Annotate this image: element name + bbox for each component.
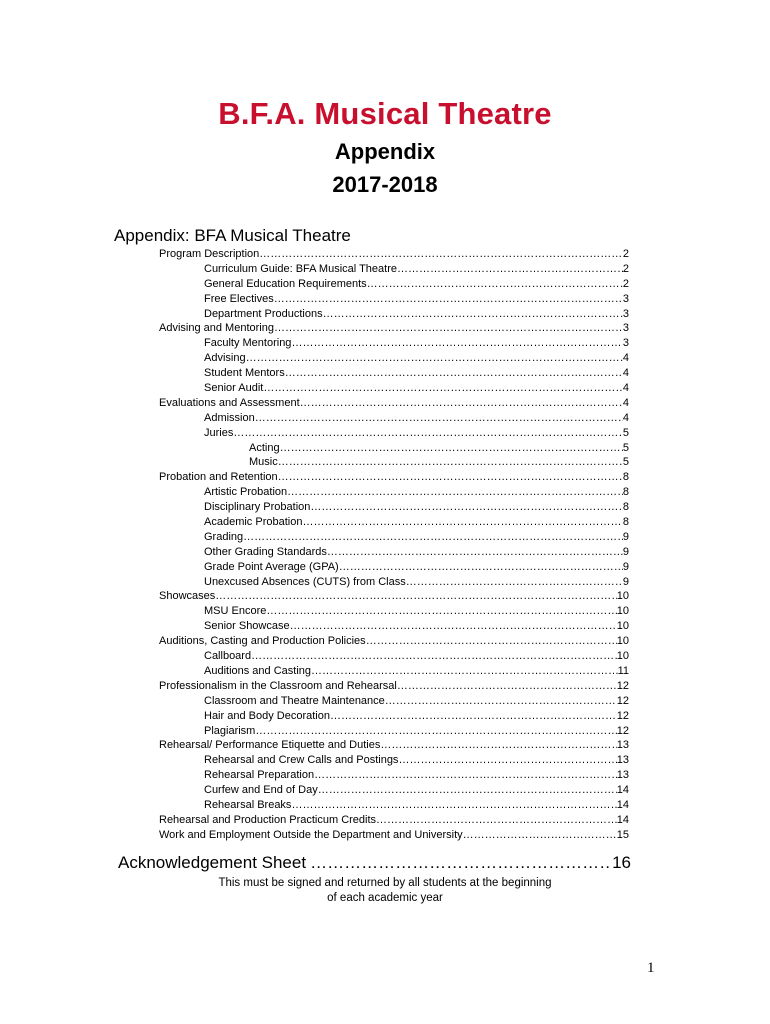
toc-entry bbox=[0, 604, 770, 619]
dot-leader bbox=[290, 619, 617, 634]
toc-label: Artistic Probation bbox=[204, 486, 288, 499]
toc-row bbox=[204, 381, 629, 396]
dot-leader bbox=[233, 426, 623, 441]
toc-page-number: 14 bbox=[616, 798, 629, 811]
toc-page-number: 2 bbox=[622, 262, 629, 275]
toc-entry bbox=[0, 277, 770, 292]
toc-row bbox=[204, 783, 629, 798]
dot-leader bbox=[385, 694, 617, 709]
acknowledgement-note bbox=[0, 876, 770, 906]
toc-row bbox=[159, 247, 629, 262]
toc-page-number: 8 bbox=[622, 471, 629, 484]
dot-leader bbox=[300, 396, 623, 411]
toc-label: Advising and Mentoring bbox=[159, 322, 274, 335]
toc-label: Professionalism in the Classroom and Rehearsal bbox=[159, 679, 397, 692]
table-of-contents bbox=[0, 247, 770, 843]
toc-row bbox=[204, 664, 629, 679]
toc-label: Program Description bbox=[159, 248, 260, 260]
toc-page-number: 3 bbox=[622, 292, 629, 305]
dot-leader bbox=[330, 709, 617, 724]
section-heading: Appendix: BFA Musical Theatre bbox=[114, 226, 351, 245]
toc-page-number: 2 bbox=[622, 277, 629, 290]
toc-row bbox=[204, 753, 629, 768]
dot-leader bbox=[327, 545, 623, 560]
toc-entry bbox=[0, 768, 770, 783]
toc-entry bbox=[0, 783, 770, 798]
toc-entry bbox=[0, 798, 770, 813]
toc-page-number: 4 bbox=[622, 396, 629, 409]
note-line-1: This must be signed and returned by all students at the beginning bbox=[218, 877, 552, 889]
toc-entry bbox=[0, 470, 770, 485]
toc-row bbox=[204, 366, 629, 381]
toc-row bbox=[159, 813, 629, 828]
toc-page-number: 14 bbox=[616, 813, 629, 826]
toc-row bbox=[204, 545, 629, 560]
toc-row bbox=[204, 530, 629, 545]
dot-leader bbox=[266, 604, 616, 619]
toc-row bbox=[204, 515, 629, 530]
toc-page-number: 9 bbox=[622, 530, 629, 543]
toc-row bbox=[204, 262, 629, 277]
year-subtitle: 2017-2018 bbox=[332, 172, 438, 197]
toc-label: Work and Employment Outside the Department and University bbox=[159, 828, 463, 841]
toc-row bbox=[204, 604, 629, 619]
toc-entry bbox=[0, 694, 770, 709]
toc-label: Free Electives bbox=[204, 292, 274, 305]
toc-entry bbox=[0, 396, 770, 411]
toc-page-number: 5 bbox=[622, 441, 629, 454]
dot-leader bbox=[259, 247, 623, 262]
toc-label: Senior Showcase bbox=[204, 620, 290, 633]
toc-entry bbox=[0, 545, 770, 560]
toc-label: Student Mentors bbox=[204, 367, 285, 380]
toc-page-number: 3 bbox=[622, 307, 629, 320]
toc-entry bbox=[0, 292, 770, 307]
toc-label: Grading bbox=[204, 530, 244, 543]
toc-label: Department Productions bbox=[204, 307, 323, 320]
toc-entry bbox=[0, 679, 770, 694]
toc-label: Unexcused Absences (CUTS) from Class bbox=[204, 575, 406, 588]
acknowledgement-page: 16 bbox=[612, 853, 631, 872]
dot-leader bbox=[243, 530, 623, 545]
toc-row bbox=[204, 724, 629, 739]
toc-page-number: 10 bbox=[616, 590, 629, 603]
toc-label: Curriculum Guide: BFA Musical Theatre bbox=[204, 262, 397, 275]
toc-row bbox=[204, 307, 629, 322]
toc-page-number: 10 bbox=[616, 605, 629, 618]
dot-leader bbox=[380, 738, 616, 753]
toc-page-number: 15 bbox=[616, 828, 629, 841]
toc-entry bbox=[0, 455, 770, 470]
toc-row bbox=[204, 768, 629, 783]
document-title: B.F.A. Musical Theatre bbox=[218, 96, 552, 131]
dot-leader bbox=[274, 321, 623, 336]
toc-label: Senior Audit bbox=[204, 382, 264, 395]
toc-entry bbox=[0, 709, 770, 724]
toc-page-number: 3 bbox=[622, 322, 629, 335]
dot-leader bbox=[291, 798, 616, 813]
toc-page-number: 8 bbox=[622, 486, 629, 499]
toc-page-number: 9 bbox=[622, 560, 629, 573]
toc-page-number: 8 bbox=[622, 501, 629, 514]
toc-entry bbox=[0, 619, 770, 634]
toc-label: Acting bbox=[249, 441, 280, 454]
dot-leader bbox=[291, 336, 622, 351]
toc-row bbox=[204, 336, 629, 351]
toc-entry bbox=[0, 485, 770, 500]
dot-leader bbox=[314, 768, 617, 783]
page-number: 1 bbox=[647, 960, 655, 976]
toc-entry bbox=[0, 575, 770, 590]
toc-page-number: 10 bbox=[616, 650, 629, 663]
dot-leader bbox=[274, 292, 623, 307]
dot-leader bbox=[285, 366, 623, 381]
dot-leader bbox=[311, 664, 618, 679]
dot-leader bbox=[302, 515, 622, 530]
toc-page-number: 4 bbox=[622, 411, 629, 424]
toc-row bbox=[204, 798, 629, 813]
note-line-2: of each academic year bbox=[327, 892, 443, 904]
dot-leader bbox=[323, 307, 623, 322]
dot-leader bbox=[367, 277, 623, 292]
toc-label: Evaluations and Assessment bbox=[159, 396, 300, 409]
toc-entry bbox=[0, 738, 770, 753]
dot-leader bbox=[255, 411, 623, 426]
dot-leader bbox=[246, 351, 623, 366]
dot-leader bbox=[398, 753, 616, 768]
toc-row bbox=[204, 426, 629, 441]
toc-label: Auditions and Casting bbox=[204, 664, 312, 677]
dot-leader bbox=[251, 649, 617, 664]
toc-row bbox=[204, 292, 629, 307]
dot-leader bbox=[318, 783, 617, 798]
dot-leader bbox=[339, 560, 623, 575]
toc-entry bbox=[0, 336, 770, 351]
dot-leader bbox=[278, 455, 623, 470]
toc-entry bbox=[0, 724, 770, 739]
toc-label: Curfew and End of Day bbox=[204, 784, 318, 797]
toc-label: Disciplinary Probation bbox=[204, 501, 311, 514]
toc-label: Advising bbox=[204, 352, 246, 365]
toc-entry bbox=[0, 649, 770, 664]
toc-label: Academic Probation bbox=[204, 516, 303, 529]
dot-leader bbox=[280, 441, 623, 456]
toc-label: Auditions, Casting and Production Policies bbox=[159, 635, 366, 648]
toc-row bbox=[204, 575, 629, 590]
acknowledgement-label: Acknowledgement Sheet bbox=[118, 853, 307, 872]
toc-entry bbox=[0, 426, 770, 441]
toc-page-number: 12 bbox=[616, 724, 629, 737]
toc-label: Probation and Retention bbox=[159, 471, 278, 484]
toc-row bbox=[159, 679, 629, 694]
toc-label: Faculty Mentoring bbox=[204, 337, 292, 350]
toc-entry bbox=[0, 351, 770, 366]
toc-page-number: 10 bbox=[616, 635, 629, 648]
dot-leader bbox=[215, 589, 616, 604]
toc-page-number: 5 bbox=[622, 426, 629, 439]
dot-leader bbox=[406, 575, 623, 590]
toc-entry bbox=[0, 500, 770, 515]
toc-page-number: 9 bbox=[622, 575, 629, 588]
dot-leader bbox=[255, 724, 616, 739]
toc-row bbox=[204, 485, 629, 500]
toc-entry bbox=[0, 828, 770, 843]
toc-row bbox=[159, 396, 629, 411]
toc-row bbox=[249, 455, 629, 470]
dot-leader bbox=[263, 381, 623, 396]
toc-row bbox=[159, 589, 629, 604]
toc-row bbox=[159, 634, 629, 649]
toc-row bbox=[204, 619, 629, 634]
toc-label: MSU Encore bbox=[204, 605, 267, 618]
toc-entry bbox=[0, 530, 770, 545]
toc-entry bbox=[0, 411, 770, 426]
toc-page-number: 8 bbox=[622, 516, 629, 529]
toc-label: Callboard bbox=[204, 650, 252, 663]
toc-row bbox=[204, 560, 629, 575]
toc-entry bbox=[0, 664, 770, 679]
toc-page-number: 3 bbox=[622, 337, 629, 350]
toc-entry bbox=[0, 381, 770, 396]
dot-leader bbox=[306, 853, 612, 873]
toc-page-number: 14 bbox=[616, 784, 629, 797]
toc-label: Other Grading Standards bbox=[204, 545, 327, 558]
toc-label: Grade Point Average (GPA) bbox=[204, 560, 339, 573]
toc-entry bbox=[0, 321, 770, 336]
toc-label: Rehearsal/ Performance Etiquette and Duties bbox=[159, 739, 381, 752]
dot-leader bbox=[310, 500, 622, 515]
toc-page-number: 9 bbox=[622, 545, 629, 558]
dot-leader bbox=[278, 470, 623, 485]
toc-entry bbox=[0, 560, 770, 575]
toc-entry bbox=[0, 247, 770, 262]
toc-page-number: 5 bbox=[622, 456, 629, 469]
toc-label: General Education Requirements bbox=[204, 277, 367, 290]
toc-label: Admission bbox=[204, 411, 255, 424]
acknowledgement-entry bbox=[118, 853, 631, 873]
toc-label: Rehearsal and Production Practicum Credits bbox=[159, 813, 377, 826]
toc-row bbox=[249, 441, 629, 456]
toc-page-number: 10 bbox=[616, 620, 629, 633]
toc-label: Rehearsal Breaks bbox=[204, 798, 292, 811]
toc-entry bbox=[0, 589, 770, 604]
toc-row bbox=[159, 321, 629, 336]
toc-page-number: 12 bbox=[616, 679, 629, 692]
toc-row bbox=[204, 411, 629, 426]
toc-page-number: 12 bbox=[616, 694, 629, 707]
toc-page-number: 2 bbox=[622, 248, 629, 260]
toc-entry bbox=[0, 753, 770, 768]
toc-row bbox=[204, 500, 629, 515]
appendix-subtitle: Appendix bbox=[334, 139, 436, 164]
toc-entry bbox=[0, 441, 770, 456]
toc-page-number: 13 bbox=[616, 769, 629, 782]
toc-row bbox=[159, 470, 629, 485]
toc-entry bbox=[0, 366, 770, 381]
toc-entry bbox=[0, 813, 770, 828]
toc-entry bbox=[0, 262, 770, 277]
dot-leader bbox=[366, 634, 617, 649]
toc-label: Plagiarism bbox=[204, 724, 256, 737]
toc-entry bbox=[0, 307, 770, 322]
toc-page-number: 11 bbox=[617, 664, 629, 677]
toc-label: Music bbox=[249, 456, 278, 469]
dot-leader bbox=[397, 679, 617, 694]
toc-row bbox=[204, 694, 629, 709]
toc-row bbox=[204, 277, 629, 292]
toc-label: Rehearsal Preparation bbox=[204, 769, 315, 782]
dot-leader bbox=[463, 828, 617, 843]
toc-label: Hair and Body Decoration bbox=[204, 709, 330, 722]
toc-entry bbox=[0, 634, 770, 649]
toc-page-number: 13 bbox=[616, 754, 629, 767]
dot-leader bbox=[397, 262, 623, 277]
toc-page-number: 4 bbox=[622, 367, 629, 380]
toc-label: Rehearsal and Crew Calls and Postings bbox=[204, 754, 399, 767]
toc-row bbox=[204, 649, 629, 664]
toc-label: Showcases bbox=[159, 590, 216, 603]
toc-page-number: 4 bbox=[622, 352, 629, 365]
toc-page-number: 4 bbox=[622, 382, 629, 395]
toc-row bbox=[159, 738, 629, 753]
toc-row bbox=[204, 709, 629, 724]
toc-label: Juries bbox=[204, 426, 234, 439]
dot-leader bbox=[376, 813, 617, 828]
toc-label: Classroom and Theatre Maintenance bbox=[204, 694, 385, 707]
toc-page-number: 12 bbox=[616, 709, 629, 722]
toc-row bbox=[204, 351, 629, 366]
toc-entry bbox=[0, 515, 770, 530]
toc-page-number: 13 bbox=[616, 739, 629, 752]
toc-row bbox=[159, 828, 629, 843]
dot-leader bbox=[287, 485, 623, 500]
